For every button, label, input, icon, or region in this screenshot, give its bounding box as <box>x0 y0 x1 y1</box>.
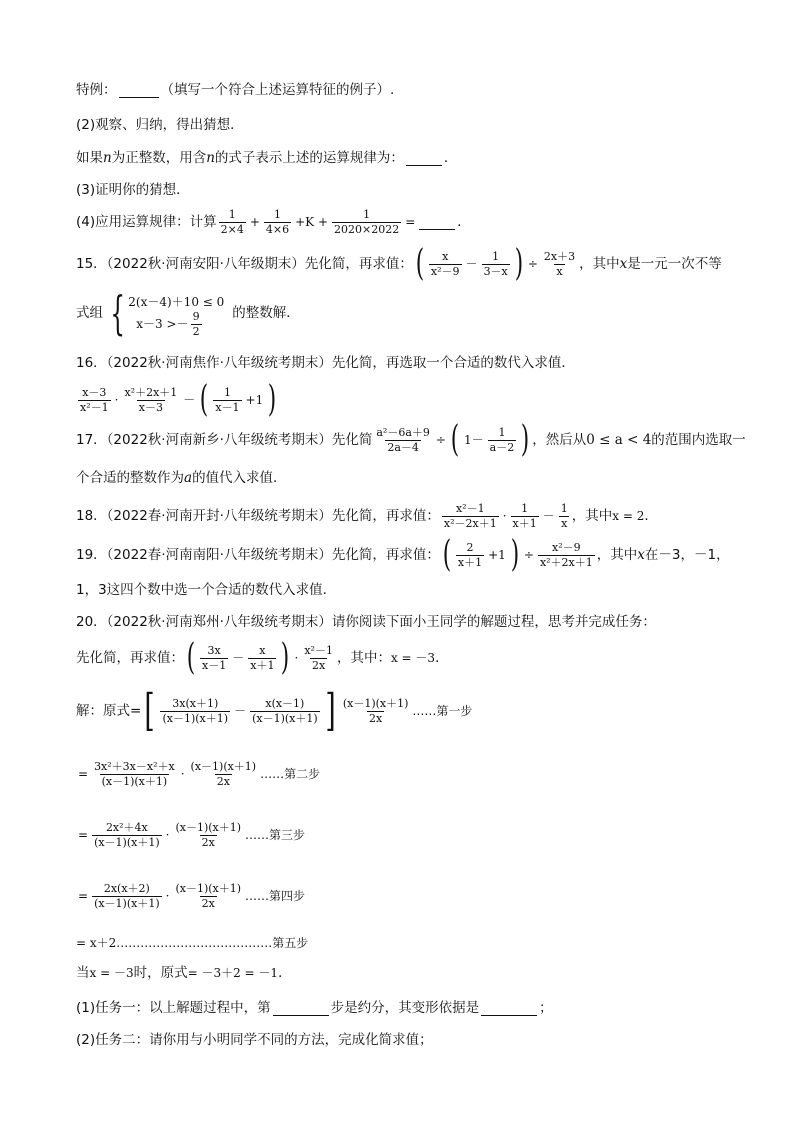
bracket: [ <box>144 685 156 736</box>
fraction <box>173 882 243 911</box>
system-rows <box>128 291 225 338</box>
paren: ) <box>281 637 290 678</box>
op: = <box>78 828 89 842</box>
den: x²－9 <box>430 264 460 278</box>
text: 如果 <box>76 150 103 166</box>
text: ． <box>435 650 449 666</box>
question-15-system <box>76 286 300 340</box>
fraction <box>250 697 320 726</box>
text: 19．（2022春·河南南阳·八年级统考期末）先化简，再求值： <box>76 547 440 563</box>
op: = <box>78 889 89 903</box>
fraction <box>92 821 162 850</box>
op: · <box>502 509 507 523</box>
fraction <box>173 821 243 850</box>
text: 18．（2022春·河南开封·八年级统考期末）先化简，再求值： <box>76 508 440 524</box>
part2-rule-line <box>76 148 457 168</box>
fraction <box>429 250 462 279</box>
question-17 <box>76 420 746 460</box>
task-1 <box>76 998 553 1018</box>
brace: { <box>110 286 125 340</box>
example-label: 特例： <box>76 82 117 98</box>
den: 2x <box>312 658 326 672</box>
den: 2x <box>216 774 230 788</box>
op: · <box>294 651 299 665</box>
fraction <box>442 502 499 531</box>
op: +K + <box>295 215 329 229</box>
fraction <box>341 697 411 726</box>
num: x <box>442 249 449 263</box>
fraction <box>248 644 276 673</box>
op: ÷ <box>527 257 538 271</box>
den: (x－1)(x＋1) <box>162 711 229 725</box>
text: ，其中 <box>596 547 638 563</box>
text: (1)任务一：以上解题过程中，第 <box>76 1000 271 1016</box>
den: x²－1 <box>80 400 109 414</box>
solution-step-1 <box>76 685 473 736</box>
num: x²＋2x＋1 <box>124 385 178 399</box>
question-15 <box>76 244 722 284</box>
solution-step-4 <box>76 876 305 916</box>
paren: ( <box>450 419 460 460</box>
paren: ( <box>442 534 452 575</box>
paren: ( <box>415 243 425 284</box>
op: － <box>183 393 196 407</box>
fraction <box>78 386 111 415</box>
example-hint: （填写一个符合上述运算特征的例子）. <box>160 82 395 98</box>
sum-blank[interactable] <box>419 215 455 230</box>
num: 1 <box>274 207 282 221</box>
text: ，其中： <box>336 650 391 666</box>
text: (4)应用运算规律：计算 <box>76 214 217 230</box>
range: 0 ≤ a < 4 <box>586 432 652 448</box>
text: ． <box>644 508 658 524</box>
step-label: …………………………………第五步 <box>116 936 309 950</box>
den: (x－1)(x＋1) <box>252 711 318 725</box>
num: x <box>259 643 266 657</box>
fraction <box>488 426 517 455</box>
num: (x－1)(x＋1) <box>175 820 242 834</box>
paren: ) <box>521 419 530 460</box>
op: + <box>249 215 260 229</box>
fraction <box>122 386 179 415</box>
fraction <box>374 426 432 455</box>
den: 3－x <box>483 264 508 278</box>
fraction <box>219 208 246 237</box>
num: 3x <box>207 643 221 657</box>
inequality-system <box>103 286 225 340</box>
step-label: ……第四步 <box>245 889 306 903</box>
text: 步是约分，其变形依据是 <box>330 1000 480 1016</box>
text: 的整数解． <box>232 305 300 321</box>
num: 2 <box>466 540 474 554</box>
text: ，然后从 <box>532 432 587 448</box>
solution-step-3 <box>76 815 305 855</box>
num: 1 <box>498 425 506 439</box>
op: +1 <box>245 393 264 407</box>
op: － <box>232 651 245 665</box>
system-row-1 <box>128 291 224 313</box>
den: (x－1)(x＋1) <box>101 774 168 788</box>
num: 1 <box>228 207 236 221</box>
rule-blank[interactable] <box>406 151 442 166</box>
text: 17．（2022秋·河南新乡·八年级统考期末）先化简 <box>76 432 373 448</box>
step-label: ……第三步 <box>245 828 306 842</box>
fraction <box>92 882 162 911</box>
fraction <box>191 310 202 339</box>
fraction <box>542 250 577 279</box>
fraction <box>559 502 570 531</box>
den: 2×4 <box>220 222 244 236</box>
num: (x－1)(x＋1) <box>190 759 257 773</box>
fraction <box>160 697 230 726</box>
num: x²－9 <box>552 540 581 554</box>
value: x = 2 <box>612 509 645 523</box>
text: 式组 <box>76 305 103 321</box>
expr: = －3＋2 = －1 <box>187 966 279 980</box>
fraction <box>332 208 401 237</box>
num: x－3 <box>82 385 107 399</box>
var-x: x <box>619 256 628 272</box>
den: x <box>561 516 568 530</box>
ineq: x－3 >－ <box>136 317 189 331</box>
den: 2x <box>369 711 383 725</box>
question-20: 20．（2022秋·河南郑州·八年级统考期末）请你阅读下面小王同学的解题过程，思考并完成任务： <box>76 614 656 630</box>
num: (x－1)(x＋1) <box>342 696 409 710</box>
question-18 <box>76 496 658 536</box>
text: ． <box>278 965 292 981</box>
part2-line: (2)观察、归纳，得出猜想． <box>76 117 244 133</box>
paren: ( <box>186 637 196 678</box>
solution-step-2 <box>76 754 320 794</box>
num: 2x²＋4x <box>105 820 148 834</box>
text: 的值代入求值． <box>192 470 287 486</box>
question-16: 16．（2022秋·河南焦作·八年级统考期末）先化简，再选取一个合适的数代入求值． <box>76 355 575 371</box>
num: 2x＋3 <box>543 249 576 263</box>
text: 当 <box>76 965 90 981</box>
den: 2x <box>201 896 215 910</box>
text: ，其中 <box>579 256 620 272</box>
den: 2020×2022 <box>334 222 400 236</box>
fraction <box>200 644 228 673</box>
bracket: ] <box>325 685 336 736</box>
den: x－1 <box>202 658 227 672</box>
den: 4×6 <box>265 222 290 236</box>
num: (x－1)(x＋1) <box>175 881 242 895</box>
text: 是一元一次不等 <box>627 256 722 272</box>
fraction <box>302 644 335 673</box>
den: x－1 <box>215 400 240 414</box>
num: 3x(x＋1) <box>172 696 219 710</box>
step-label: ……第一步 <box>412 704 473 718</box>
text: ． <box>443 150 458 166</box>
op: － <box>465 257 478 271</box>
num: 1 <box>363 207 371 221</box>
text: ； <box>539 1000 553 1016</box>
den: x²－2x＋1 <box>443 516 497 530</box>
paren: ( <box>200 379 209 420</box>
solution-step-5 <box>76 933 308 953</box>
fraction <box>189 760 259 789</box>
den: a－2 <box>489 440 515 454</box>
op: · <box>165 889 170 903</box>
value: x = －3 <box>89 966 134 980</box>
question-19 <box>76 535 730 575</box>
op: － <box>234 704 247 718</box>
step-label: ……第二步 <box>260 767 321 781</box>
var-x: x <box>637 547 645 563</box>
den: x－3 <box>138 400 163 414</box>
text: 在－3，－1， <box>644 547 730 563</box>
den: (x－1)(x＋1) <box>94 835 160 849</box>
den: 2 <box>192 324 200 338</box>
num: 1 <box>492 249 500 263</box>
den: x <box>556 264 563 278</box>
den: x＋1 <box>250 658 275 672</box>
fraction <box>538 541 595 570</box>
part3-line: (3)证明你的猜想． <box>76 182 190 198</box>
den: 2x <box>201 835 215 849</box>
op: ÷ <box>523 548 534 562</box>
den: 2a－4 <box>387 440 419 454</box>
op: · <box>114 393 119 407</box>
example-blank[interactable] <box>119 83 159 98</box>
text: ，其中 <box>571 508 613 524</box>
text: 时，原式 <box>133 965 188 981</box>
paren: ) <box>510 534 520 575</box>
step-blank[interactable] <box>273 1001 329 1016</box>
op: · <box>165 828 170 842</box>
op: － <box>542 509 555 523</box>
text: 的范围内选取一 <box>651 432 746 448</box>
part4-line <box>76 205 471 239</box>
fraction <box>92 760 177 789</box>
num: 9 <box>192 309 200 323</box>
den: x²＋2x＋1 <box>539 555 593 569</box>
var-a: a <box>184 470 193 486</box>
paren: ) <box>514 243 524 284</box>
question-17-cont <box>76 468 287 488</box>
ineq: 2(x－4)＋10 ≤ 0 <box>128 295 225 309</box>
op: 1－ <box>464 433 484 447</box>
num: x²－1 <box>455 501 485 515</box>
text: 个合适的整数作为 <box>76 470 184 486</box>
op: +1 <box>488 548 506 562</box>
expr: = x＋2 <box>76 936 117 950</box>
text: 15．（2022秋·河南安阳·八年级期末）先化简，再求值： <box>76 256 413 272</box>
basis-blank[interactable] <box>481 1001 537 1016</box>
question-20-expr <box>76 638 449 678</box>
solution-result <box>76 963 292 983</box>
system-row-2 <box>128 309 224 338</box>
num: a²－6a＋9 <box>376 425 430 439</box>
fraction <box>482 250 510 279</box>
num: x(x－1) <box>265 696 305 710</box>
num: 1 <box>560 501 568 515</box>
task-2: (2)任务二：请你用与小明同学不同的方法，完成化简求值； <box>76 1032 433 1048</box>
text: 为正整数，用含 <box>111 150 207 166</box>
op: · <box>180 767 185 781</box>
op: = <box>405 215 416 229</box>
num: 1 <box>521 501 529 515</box>
question-19-cont: 1，3这四个数中选一个合适的数代入求值． <box>76 582 337 598</box>
text: 的式子表示上述的运算规律为： <box>214 150 404 166</box>
den: x＋1 <box>512 516 537 530</box>
num: 3x²＋3x－x²＋x <box>94 759 175 773</box>
text: 解：原式= <box>76 703 142 719</box>
num: 1 <box>223 385 231 399</box>
num: 2x(x＋2) <box>103 881 150 895</box>
fraction <box>511 502 539 531</box>
value: x = －3 <box>390 651 436 665</box>
num: x²－1 <box>304 643 333 657</box>
fraction <box>456 541 484 570</box>
den: x＋1 <box>457 555 483 569</box>
den: (x－1)(x＋1) <box>94 896 160 910</box>
example-line <box>76 80 394 100</box>
op: = <box>78 767 89 781</box>
var-n: n <box>103 150 112 166</box>
text: 先化简，再求值： <box>76 650 184 666</box>
fraction <box>264 208 291 237</box>
var-n: n <box>206 150 215 166</box>
text: ． <box>457 214 471 230</box>
paren: ) <box>268 379 277 420</box>
op: ÷ <box>435 433 446 447</box>
fraction <box>213 386 241 415</box>
question-16-expr <box>76 380 279 420</box>
